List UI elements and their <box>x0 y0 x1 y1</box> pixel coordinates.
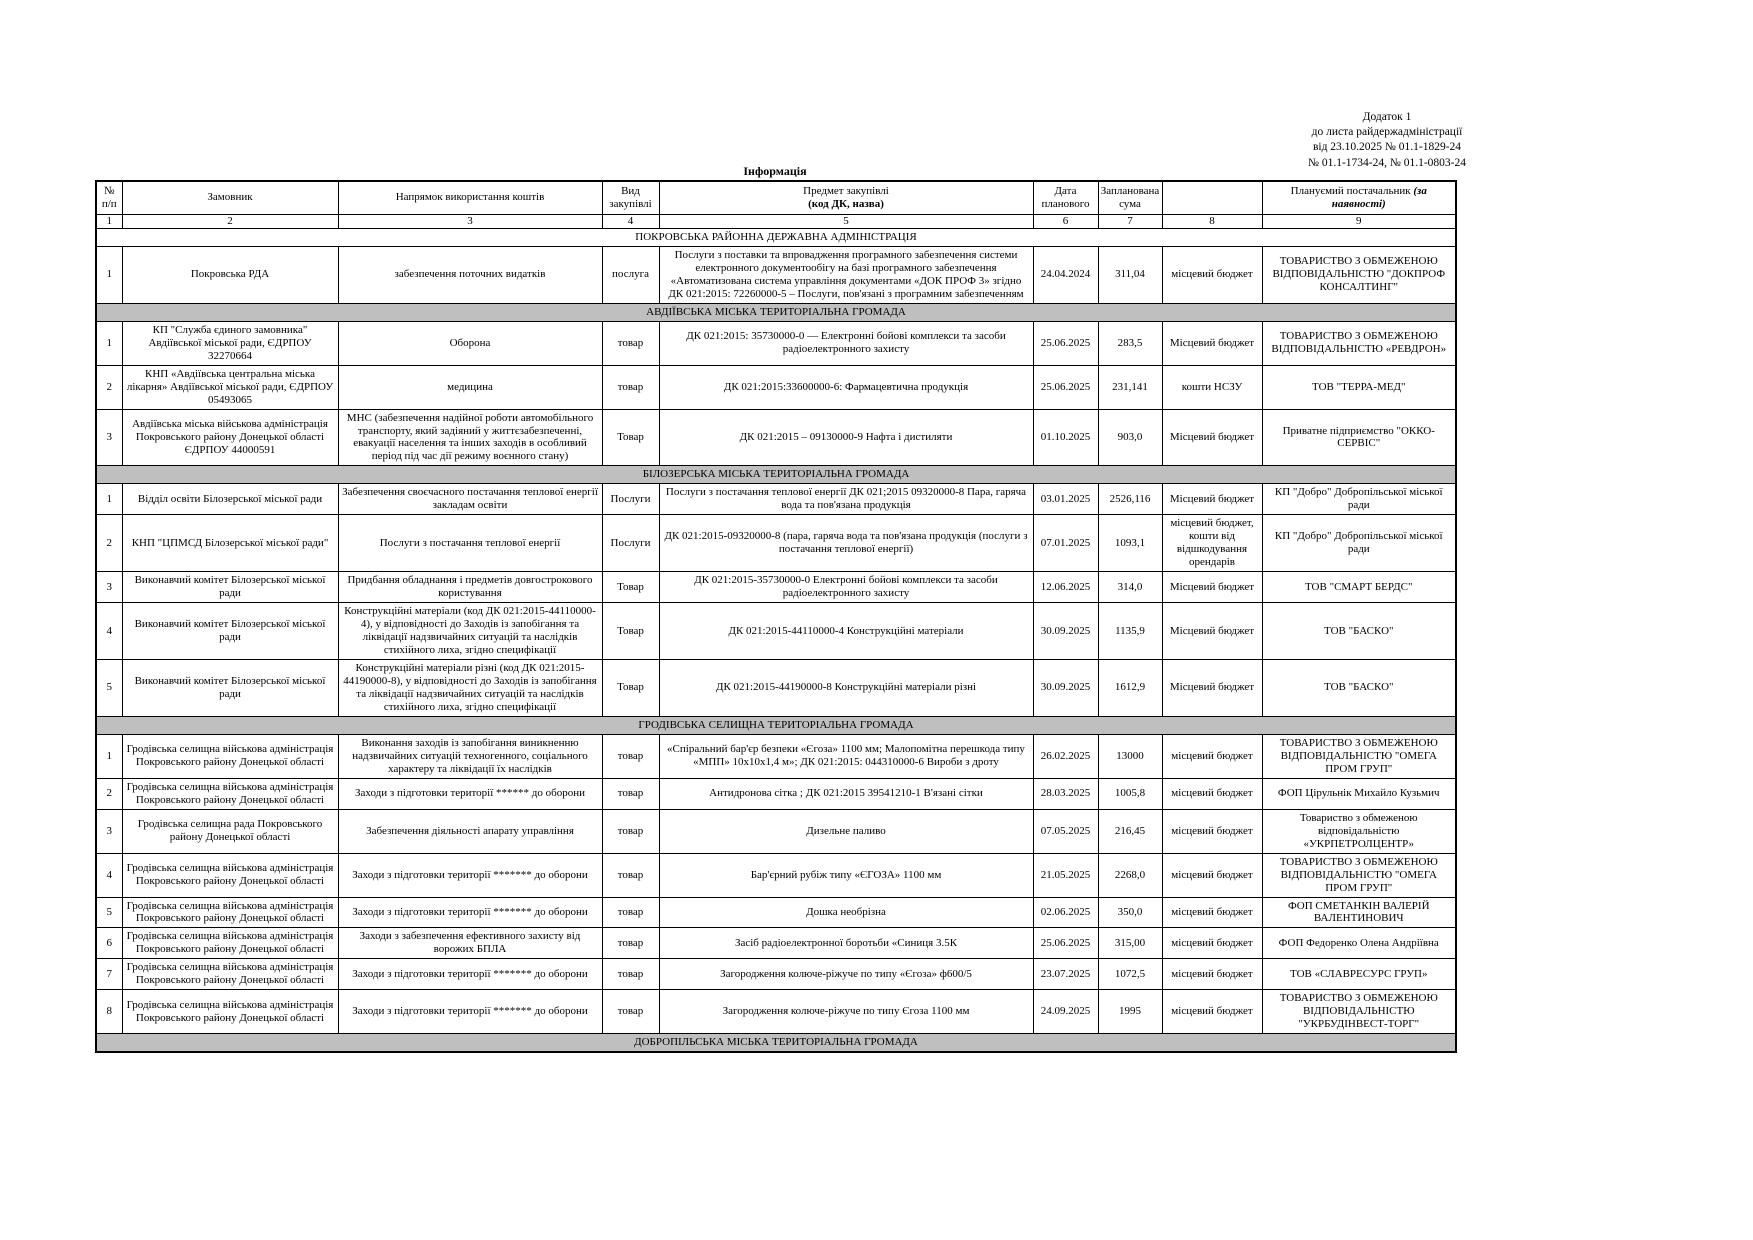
cell-supplier: ТОВАРИСТВО З ОБМЕЖЕНОЮ ВІДПОВІДАЛЬНІСТЮ «РЕВДРОН» <box>1262 321 1456 365</box>
cell-budget: місцевий бюджет <box>1162 853 1262 897</box>
cell-budget: місцевий бюджет <box>1162 734 1262 778</box>
cell-customer: Гродівська селищна військова адміністрація Покровського району Донецької області <box>122 928 338 959</box>
cell-supplier: ТОВАРИСТВО З ОБМЕЖЕНОЮ ВІДПОВІДАЛЬНІСТЮ "ДОКПРОФ КОНСАЛТИНГ" <box>1262 246 1456 303</box>
cell-customer: Гродівська селищна військова адміністрація Покровського району Донецької області <box>122 990 338 1034</box>
cell-budget: місцевий бюджет <box>1162 990 1262 1034</box>
cell-sum: 1995 <box>1098 990 1162 1034</box>
col-header-line: планового <box>1041 197 1090 210</box>
cell-subject: ДК 021:2015: 35730000-0 — Електронні бойові комплекси та засоби радіоелектронного захисту <box>659 321 1033 365</box>
cell-sum: 1612,9 <box>1098 660 1162 717</box>
cell-date: 02.06.2025 <box>1033 897 1098 928</box>
cell-num: 3 <box>96 409 122 466</box>
cell-supplier: Товариство з обмеженою відповідальністю «УКРПЕТРОЛЦЕНТР» <box>1262 809 1456 853</box>
col-number: 7 <box>1098 214 1162 228</box>
table-row <box>96 572 1456 603</box>
cell-direction: забезпечення поточних видатків <box>338 246 602 303</box>
cell-sum: 231,141 <box>1098 365 1162 409</box>
cell-num: 5 <box>96 897 122 928</box>
cell-direction: медицина <box>338 365 602 409</box>
cell-supplier: КП "Добро" Добропільської міської ради <box>1262 515 1456 572</box>
cell-sum: 350,0 <box>1098 897 1162 928</box>
cell-type: Товар <box>602 572 659 603</box>
cell-customer: Покровська РДА <box>122 246 338 303</box>
section-header-row <box>96 228 1456 246</box>
cell-budget: місцевий бюджет <box>1162 246 1262 303</box>
cell-date: 07.05.2025 <box>1033 809 1098 853</box>
cell-sum: 315,00 <box>1098 928 1162 959</box>
cell-customer: КНП «Авдіївська центральна міська лікарня» Авдіївської міської ради, ЄДРПОУ 05493065 <box>122 365 338 409</box>
cell-direction: Заходи з підготовки території ******* до оборони <box>338 853 602 897</box>
cell-budget: місцевий бюджет <box>1162 778 1262 809</box>
cell-date: 25.06.2025 <box>1033 365 1098 409</box>
col-header-line: Дата <box>1054 185 1077 197</box>
cell-subject: ДК 021:2015-44190000-8 Конструкційні матеріали різні <box>659 660 1033 717</box>
cell-direction: Забезпечення діяльності апарату управління <box>338 809 602 853</box>
col-number: 8 <box>1162 214 1262 228</box>
col-header-sum <box>1098 181 1162 214</box>
col-number: 5 <box>659 214 1033 228</box>
col-number: 2 <box>122 214 338 228</box>
col-header-supplier <box>1262 181 1456 214</box>
cell-subject: Засіб радіоелектронної боротьби «Синиця 3.5К <box>659 928 1033 959</box>
cell-sum: 1093,1 <box>1098 515 1162 572</box>
col-header-line: п/п <box>101 197 117 210</box>
cell-budget: Місцевий бюджет <box>1162 321 1262 365</box>
cell-sum: 311,04 <box>1098 246 1162 303</box>
cell-direction: Заходи з підготовки території ******* до оборони <box>338 897 602 928</box>
cell-subject: ДК 021:2015 – 09130000-9 Нафта і дистиляти <box>659 409 1033 466</box>
cell-direction: Конструкційні матеріали (код ДК 021:2015-44110000-4), у відповідності до Заходів із запобігання та ліквідації надзвичайних ситуацій та наслідків стихійного лиха, згідно специфікації <box>338 603 602 660</box>
table-row <box>96 990 1456 1034</box>
table-row <box>96 321 1456 365</box>
cell-date: 28.03.2025 <box>1033 778 1098 809</box>
cell-supplier: ТОВ "БАСКО" <box>1262 603 1456 660</box>
col-header-type <box>602 181 659 214</box>
cell-type: послуга <box>602 246 659 303</box>
cell-direction: МНС (забезпечення надійної роботи автомобільного транспорту, який задіяний у життєзабезпеченні, евакуації населення та інших заходів в особливий період під час дії режиму воєнного стану) <box>338 409 602 466</box>
cell-supplier: ТОВАРИСТВО З ОБМЕЖЕНОЮ ВІДПОВІДАЛЬНІСТЮ "ОМЕГА ПРОМ ГРУП" <box>1262 853 1456 897</box>
section-header-row <box>96 303 1456 321</box>
section-title: АВДІЇВСЬКА МІСЬКА ТЕРИТОРІАЛЬНА ГРОМАДА <box>96 303 1456 321</box>
cell-date: 30.09.2025 <box>1033 660 1098 717</box>
col-header-line: Плануємий постачальник <box>1290 185 1411 197</box>
cell-type: Послуги <box>602 515 659 572</box>
cell-budget: кошти НСЗУ <box>1162 365 1262 409</box>
cell-num: 1 <box>96 321 122 365</box>
cell-sum: 2268,0 <box>1098 853 1162 897</box>
col-header-line: Замовник <box>207 191 253 204</box>
col-header-line: сума <box>1119 197 1141 210</box>
section-header-row <box>96 716 1456 734</box>
cell-num: 2 <box>96 778 122 809</box>
cell-subject: Дошка необрізна <box>659 897 1033 928</box>
col-header-italic-note: (за наявності) <box>1331 185 1427 210</box>
procurement-table-body <box>96 228 1456 1052</box>
cell-num: 5 <box>96 660 122 717</box>
cell-num: 4 <box>96 853 122 897</box>
cell-sum: 283,5 <box>1098 321 1162 365</box>
cell-customer: Гродівська селищна військова адміністрація Покровського району Донецької області <box>122 734 338 778</box>
cell-type: Товар <box>602 409 659 466</box>
cell-type: товар <box>602 734 659 778</box>
table-row <box>96 897 1456 928</box>
cell-date: 21.05.2025 <box>1033 853 1098 897</box>
cell-budget: місцевий бюджет <box>1162 809 1262 853</box>
col-header-line: закупівлі <box>609 197 652 210</box>
cell-direction: Виконання заходів із запобігання виникненню надзвичайних ситуацій техногенного, соціального характеру та ліквідації їх наслідків <box>338 734 602 778</box>
cell-subject: Дизельне паливо <box>659 809 1033 853</box>
table-row <box>96 959 1456 990</box>
cell-type: товар <box>602 809 659 853</box>
cell-direction: Заходи з підготовки території ******* до оборони <box>338 959 602 990</box>
appendix-line: Додаток 1 <box>1362 111 1412 123</box>
cell-customer: Гродівська селищна військова адміністрація Покровського району Донецької області <box>122 778 338 809</box>
cell-sum: 314,0 <box>1098 572 1162 603</box>
cell-supplier: ФОП Федоренко Олена Андріївна <box>1262 928 1456 959</box>
col-header-num <box>96 181 122 214</box>
cell-date: 25.06.2025 <box>1033 928 1098 959</box>
cell-subject: ДК 021:2015:33600000-6: Фармацевтична продукція <box>659 365 1033 409</box>
cell-budget: Місцевий бюджет <box>1162 409 1262 466</box>
cell-sum: 2526,116 <box>1098 484 1162 515</box>
cell-subject: ДК 021:2015-44110000-4 Конструкційні матеріали <box>659 603 1033 660</box>
cell-supplier: КП "Добро" Добропільської міської ради <box>1262 484 1456 515</box>
cell-date: 07.01.2025 <box>1033 515 1098 572</box>
cell-type: товар <box>602 959 659 990</box>
section-title: ГРОДІВСЬКА СЕЛИЩНА ТЕРИТОРІАЛЬНА ГРОМАДА <box>96 716 1456 734</box>
col-header-subject <box>659 181 1033 214</box>
cell-customer: Відділ освіти Білозерської міської ради <box>122 484 338 515</box>
cell-direction: Заходи з підготовки території ******* до оборони <box>338 990 602 1034</box>
cell-type: товар <box>602 365 659 409</box>
col-header-line: Предмет закупівлі <box>803 185 889 197</box>
cell-supplier: ТОВАРИСТВО З ОБМЕЖЕНОЮ ВІДПОВІДАЛЬНІСТЮ "УКРБУДІНВЕСТ-ТОРГ" <box>1262 990 1456 1034</box>
cell-direction: Заходи з підготовки території ****** до оборони <box>338 778 602 809</box>
cell-customer: Гродівська селищна військова адміністрація Покровського району Донецької області <box>122 959 338 990</box>
page-title: Інформація <box>743 164 807 178</box>
col-number: 3 <box>338 214 602 228</box>
cell-supplier: ТОВ "БАСКО" <box>1262 660 1456 717</box>
col-header-line: Напрямок використання коштів <box>395 191 545 204</box>
cell-sum: 1005,8 <box>1098 778 1162 809</box>
cell-subject: Бар'єрний рубіж типу «ЄГОЗА» 1100 мм <box>659 853 1033 897</box>
cell-customer: Гродівська селищна військова адміністрація Покровського району Донецької області <box>122 853 338 897</box>
cell-type: Товар <box>602 660 659 717</box>
cell-num: 7 <box>96 959 122 990</box>
table-row <box>96 853 1456 897</box>
table-row <box>96 409 1456 466</box>
table-row <box>96 809 1456 853</box>
table-row <box>96 484 1456 515</box>
cell-type: Послуги <box>602 484 659 515</box>
cell-direction: Придбання обладнання і предметів довгострокового користування <box>338 572 602 603</box>
cell-supplier: ФОП Цірульнік Михайло Кузьмич <box>1262 778 1456 809</box>
cell-subject: Загородження колюче-ріжуче по типу Єгоза 1100 мм <box>659 990 1033 1034</box>
cell-sum: 216,45 <box>1098 809 1162 853</box>
cell-budget: місцевий бюджет, кошти від відшкодування орендарів <box>1162 515 1262 572</box>
cell-sum: 1072,5 <box>1098 959 1162 990</box>
section-header-row <box>96 1034 1456 1052</box>
col-header-line: № <box>104 185 115 197</box>
cell-budget: місцевий бюджет <box>1162 928 1262 959</box>
cell-type: товар <box>602 990 659 1034</box>
cell-supplier: Приватне підприємство "ОККО-СЕРВІС" <box>1262 409 1456 466</box>
cell-type: товар <box>602 321 659 365</box>
table-row <box>96 365 1456 409</box>
cell-num: 1 <box>96 246 122 303</box>
table-row <box>96 246 1456 303</box>
cell-num: 2 <box>96 515 122 572</box>
cell-date: 24.09.2025 <box>1033 990 1098 1034</box>
cell-sum: 903,0 <box>1098 409 1162 466</box>
cell-subject: Послуги з поставки та впровадження програмного забезпечення системи електронного документообігу на базі програмного забезпечення «Автоматизована система управління документами «ДОК ПРОФ 3» згідно ДК 021:2015: 72260000-5 – Послуги, пов'язані з програмним забезпеченням <box>659 246 1033 303</box>
table-row <box>96 928 1456 959</box>
cell-direction: Заходи з забезпечення ефективного захисту від ворожих БПЛА <box>338 928 602 959</box>
cell-direction: Послуги з постачання теплової енергії <box>338 515 602 572</box>
table-row <box>96 778 1456 809</box>
cell-supplier: ТОВ "ТЕРРА-МЕД" <box>1262 365 1456 409</box>
col-number: 1 <box>96 214 122 228</box>
cell-direction: Забезпечення своєчасного постачання теплової енергії закладам освіти <box>338 484 602 515</box>
cell-budget: Місцевий бюджет <box>1162 484 1262 515</box>
cell-budget: місцевий бюджет <box>1162 897 1262 928</box>
cell-budget: місцевий бюджет <box>1162 959 1262 990</box>
cell-customer: Гродівська селищна рада Покровського району Донецької області <box>122 809 338 853</box>
cell-budget: Місцевий бюджет <box>1162 572 1262 603</box>
cell-date: 01.10.2025 <box>1033 409 1098 466</box>
cell-date: 12.06.2025 <box>1033 572 1098 603</box>
col-header-line: Запланована <box>1100 185 1160 197</box>
appendix-line: від 23.10.2025 № 01.1-1829-24 <box>1312 141 1462 154</box>
cell-type: товар <box>602 928 659 959</box>
section-title: ПОКРОВСЬКА РАЙОННА ДЕРЖАВНА АДМІНІСТРАЦІЯ <box>96 228 1456 246</box>
appendix-line: № 01.1-1734-24, № 01.1-0803-24 <box>1307 156 1466 169</box>
cell-date: 25.06.2025 <box>1033 321 1098 365</box>
col-header-budget <box>1162 181 1262 214</box>
cell-type: товар <box>602 897 659 928</box>
cell-num: 8 <box>96 990 122 1034</box>
procurement-table <box>95 180 1457 1053</box>
cell-customer: Виконавчий комітет Білозерської міської ради <box>122 660 338 717</box>
cell-num: 3 <box>96 809 122 853</box>
section-title: БІЛОЗЕРСЬКА МІСЬКА ТЕРИТОРІАЛЬНА ГРОМАДА <box>96 466 1456 484</box>
col-header-direction <box>338 181 602 214</box>
table-header-row <box>96 181 1456 214</box>
cell-subject: Загородження колюче-ріжуче по типу «Єгоза» ф600/5 <box>659 959 1033 990</box>
cell-num: 1 <box>96 734 122 778</box>
cell-direction: Конструкційні матеріали різні (код ДК 021:2015-44190000-8), у відповідності до Заходів із запобігання та ліквідації надзвичайних ситуацій та наслідків стихійного лиха, згідно специфікації <box>338 660 602 717</box>
table-row <box>96 603 1456 660</box>
cell-subject: Антидронова сітка ; ДК 021:2015 39541210-1 В'язані сітки <box>659 778 1033 809</box>
cell-num: 2 <box>96 365 122 409</box>
section-header-row <box>96 466 1456 484</box>
table-row <box>96 660 1456 717</box>
cell-sum: 1135,9 <box>1098 603 1162 660</box>
cell-date: 23.07.2025 <box>1033 959 1098 990</box>
section-title: ДОБРОПІЛЬСЬКА МІСЬКА ТЕРИТОРІАЛЬНА ГРОМАДА <box>96 1034 1456 1052</box>
cell-customer: КНП "ЦПМСД Білозерської міської ради" <box>122 515 338 572</box>
cell-supplier: ТОВ «СЛАВРЕСУРС ГРУП» <box>1262 959 1456 990</box>
col-header-date <box>1033 181 1098 214</box>
cell-num: 6 <box>96 928 122 959</box>
cell-direction: Оборона <box>338 321 602 365</box>
cell-date: 30.09.2025 <box>1033 603 1098 660</box>
cell-num: 1 <box>96 484 122 515</box>
cell-subject: ДК 021:2015-09320000-8 (пара, гаряча вода та пов'язана продукція (послуги з постачання теплової енергії) <box>659 515 1033 572</box>
col-number: 9 <box>1262 214 1456 228</box>
col-header-customer <box>122 181 338 214</box>
col-header-line: (код ДК, назва) <box>808 197 884 210</box>
cell-date: 03.01.2025 <box>1033 484 1098 515</box>
table-row <box>96 515 1456 572</box>
cell-supplier: ТОВАРИСТВО З ОБМЕЖЕНОЮ ВІДПОВІДАЛЬНІСТЮ "ОМЕГА ПРОМ ГРУП" <box>1262 734 1456 778</box>
cell-customer: Гродівська селищна військова адміністрація Покровського району Донецької області <box>122 897 338 928</box>
cell-num: 3 <box>96 572 122 603</box>
col-number: 6 <box>1033 214 1098 228</box>
cell-supplier: ФОП СМЕТАНКІН ВАЛЕРІЙ ВАЛЕНТИНОВИЧ <box>1262 897 1456 928</box>
column-number-row <box>96 214 1456 228</box>
cell-subject: Послуги з постачання теплової енергії ДК 021;2015 09320000-8 Пара, гаряча вода та пов'язана продукція <box>659 484 1033 515</box>
cell-customer: КП "Служба єдиного замовника" Авдіївської міської ради, ЄДРПОУ 32270664 <box>122 321 338 365</box>
table-row <box>96 734 1456 778</box>
cell-subject: ДК 021:2015-35730000-0 Електронні бойові комплекси та засоби радіоелектронного захисту <box>659 572 1033 603</box>
cell-subject: «Спіральний бар'єр безпеки «Єгоза» 1100 мм; Малопомітна перешкода типу «МПП» 10х10х1,4 м»; ДК 021:2015: 044310000-6 Вироби з дроту <box>659 734 1033 778</box>
cell-customer: Виконавчий комітет Білозерської міської ради <box>122 603 338 660</box>
cell-type: товар <box>602 853 659 897</box>
cell-customer: Авдіївська міська військова адміністрація Покровського району Донецької області ЄДРПОУ 44000591 <box>122 409 338 466</box>
cell-date: 24.04.2024 <box>1033 246 1098 303</box>
cell-budget: Місцевий бюджет <box>1162 660 1262 717</box>
cell-customer: Виконавчий комітет Білозерської міської ради <box>122 572 338 603</box>
cell-supplier: ТОВ "СМАРТ БЕРДС" <box>1262 572 1456 603</box>
col-header-line: Вид <box>621 185 640 197</box>
appendix-reference-block <box>1237 110 1537 171</box>
col-number: 4 <box>602 214 659 228</box>
cell-num: 4 <box>96 603 122 660</box>
cell-sum: 13000 <box>1098 734 1162 778</box>
cell-date: 26.02.2025 <box>1033 734 1098 778</box>
appendix-line: до листа райдержадміністрації <box>1311 126 1463 139</box>
cell-budget: Місцевий бюджет <box>1162 603 1262 660</box>
cell-type: товар <box>602 778 659 809</box>
cell-type: Товар <box>602 603 659 660</box>
